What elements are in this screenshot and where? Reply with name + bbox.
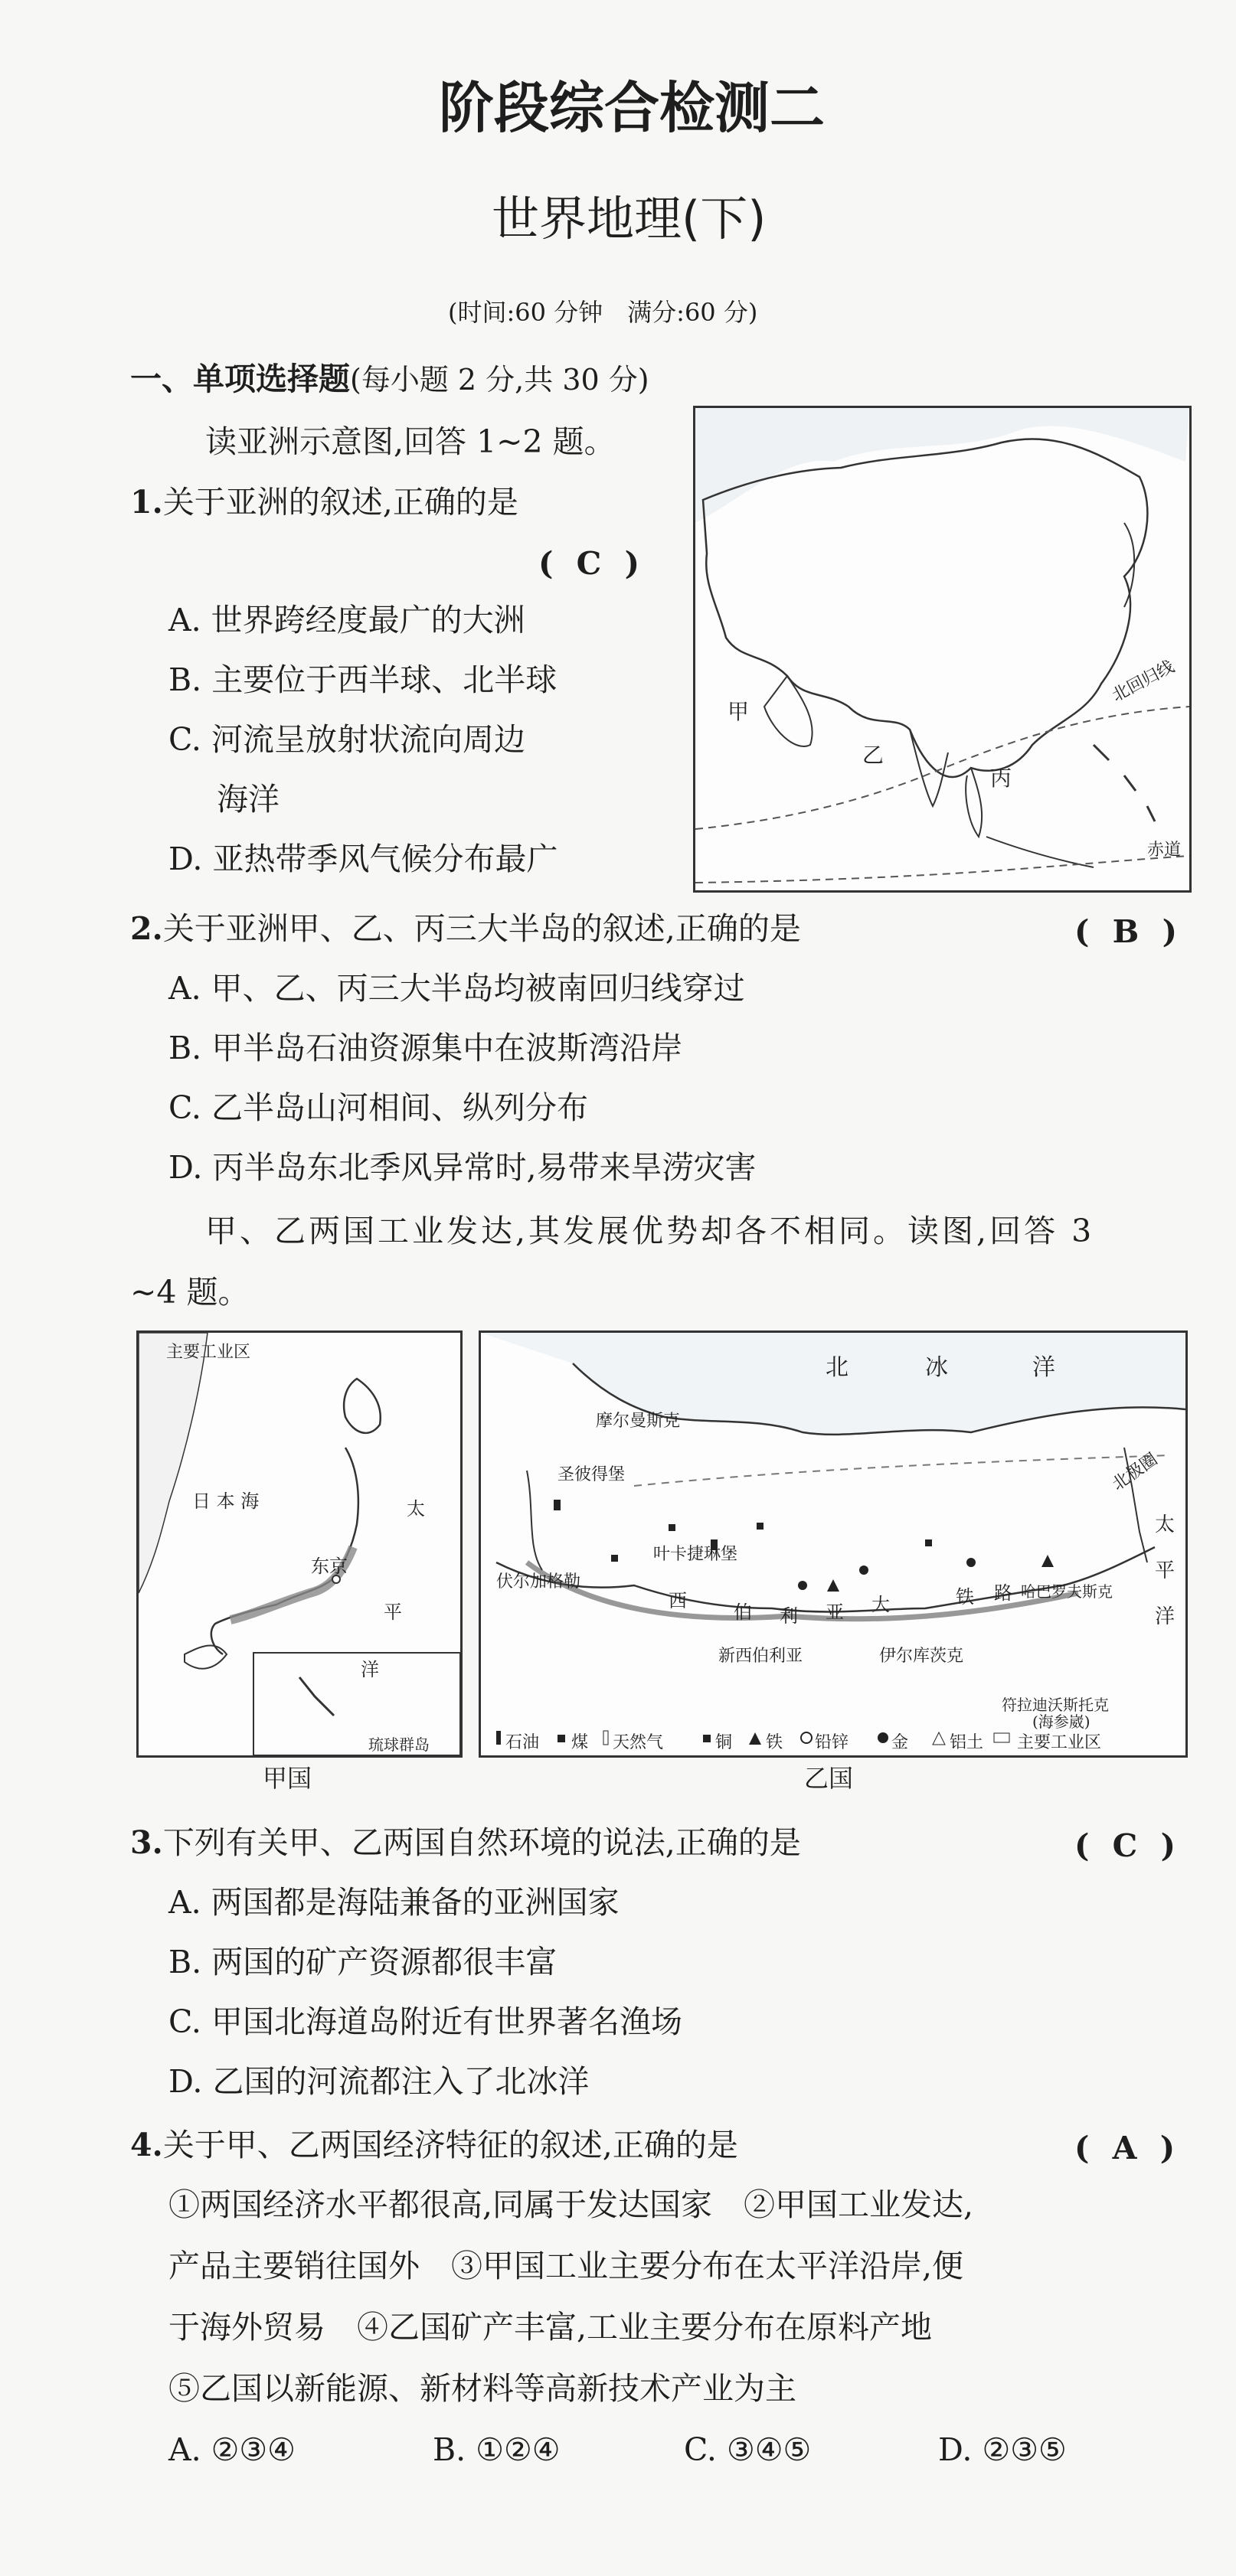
russia-map: [479, 1330, 1188, 1758]
q1-stem: 关于亚洲的叙述,正确的是: [162, 484, 518, 521]
q4-statement-line-1: ①两国经济水平都很高,同属于发达国家 ②甲国工业发达,: [168, 2186, 974, 2223]
legend-iron: 铁: [766, 1733, 783, 1752]
label-pacific-ping: 平: [1155, 1559, 1176, 1582]
q2-option-b: B. 甲半岛石油资源集中在波斯湾沿岸: [168, 1030, 683, 1066]
japan-caption: 甲国: [263, 1764, 312, 1793]
legend-leadzinc: 铅锌: [815, 1733, 849, 1752]
label-arctic-circle: 北极圈: [1108, 1449, 1162, 1495]
q1-option-b: B. 主要位于西半球、北半球: [168, 661, 558, 698]
label-tokyo: 东京: [311, 1556, 348, 1577]
label-bingyang-bing: 冰: [925, 1354, 948, 1381]
russia-caption: 乙国: [804, 1764, 854, 1793]
label-khabarovsk: 哈巴罗夫斯克: [1021, 1582, 1113, 1601]
q1-option-a: A. 世界跨经度最广的大洲: [168, 602, 525, 638]
q4-statement-line-2: 产品主要销往国外 ③甲国工业主要分布在太平洋沿岸,便: [168, 2248, 964, 2284]
legend-oil: 石油: [505, 1733, 540, 1752]
q4-choice-c: C. ③④⑤: [684, 2431, 812, 2468]
label-yekat: 叶卡捷琳堡: [653, 1545, 738, 1564]
label-tai: 太: [407, 1498, 425, 1520]
section-note: (每小题 2 分,共 30 分): [350, 363, 649, 397]
label-ryukyu: 琉球群岛: [368, 1735, 430, 1754]
asia-map: [693, 406, 1192, 893]
label-tropic: 北回归线: [1109, 657, 1178, 706]
question-2: [130, 910, 801, 947]
q2-answer: ( B ): [1074, 913, 1183, 950]
legend-gas: 天然气: [613, 1733, 664, 1752]
legend-bauxite: 铝土: [950, 1733, 984, 1752]
q4-answer: ( A ): [1074, 2130, 1182, 2166]
label-sea-of-japan: 日 本 海: [192, 1490, 260, 1512]
section-heading: [130, 361, 649, 397]
q1-answer: ( C ): [538, 545, 646, 582]
legend-coal: 煤: [571, 1733, 589, 1752]
question-4: [130, 2127, 738, 2163]
label-rail-xi: 西: [669, 1590, 687, 1611]
legend-industrial: 主要工业区: [1017, 1733, 1102, 1752]
q3-number: 3.: [130, 1824, 163, 1861]
q4-choice-a: A. ②③④: [168, 2431, 296, 2468]
q3-option-c: C. 甲国北海道岛附近有世界著名渔场: [168, 2003, 682, 2040]
label-pacific-yang: 洋: [1155, 1605, 1176, 1628]
japan-map: [136, 1330, 463, 1758]
q1-number: 1.: [130, 484, 163, 521]
intro-text-2: 甲、乙两国工业发达,其发展优势却各不相同。读图,回答 3: [205, 1213, 1095, 1249]
q2-option-d: D. 丙半岛东北季风异常时,易带来旱涝灾害: [168, 1149, 757, 1186]
question-3: [130, 1824, 801, 1861]
label-bei: 北: [826, 1354, 849, 1381]
label-pacific-tai: 太: [1155, 1513, 1176, 1536]
q3-option-d: D. 乙国的河流都注入了北冰洋: [168, 2063, 590, 2100]
q3-option-b: B. 两国的矿产资源都很丰富: [168, 1944, 558, 1980]
japan-legend: 主要工业区: [166, 1343, 251, 1362]
q4-statement-line-4: ⑤乙国以新能源、新材料等高新技术产业为主: [168, 2370, 796, 2407]
q1-option-c-cont: 海洋: [217, 781, 280, 818]
label-bing: 丙: [990, 766, 1012, 791]
label-yi: 乙: [862, 743, 884, 768]
page-title: 阶段综合检测二: [439, 76, 826, 140]
question-1: [130, 484, 518, 521]
q4-number: 4.: [130, 2127, 163, 2163]
label-rail-da: 大: [871, 1594, 890, 1615]
label-novosib: 新西伯利亚: [718, 1647, 803, 1666]
q3-stem: 下列有关甲、乙两国自然环境的说法,正确的是: [162, 1824, 801, 1861]
intro-text-1: 读亚洲示意图,回答 1~2 题。: [205, 423, 616, 460]
label-stpete: 圣彼得堡: [558, 1465, 626, 1484]
q4-choice-d: D. ②③⑤: [938, 2431, 1067, 2468]
label-jia: 甲: [728, 699, 750, 724]
q1-option-d: D. 亚热带季风气候分布最广: [168, 841, 558, 877]
label-rail-li: 利: [780, 1605, 798, 1627]
q2-number: 2.: [130, 910, 163, 947]
q2-option-a: A. 甲、乙、丙三大半岛均被南回归线穿过: [168, 970, 745, 1007]
legend-gold: 金: [891, 1733, 909, 1752]
exam-info: (时间:60 分钟 满分:60 分): [448, 298, 758, 327]
page-subtitle: 世界地理(下): [492, 191, 767, 246]
label-volgograd: 伏尔加格勒: [496, 1572, 581, 1592]
legend-copper: 铜: [715, 1733, 733, 1752]
label-rail-lu: 路: [994, 1582, 1012, 1604]
q4-statement-line-3: 于海外贸易 ④乙国矿产丰富,工业主要分布在原料产地: [168, 2309, 933, 2346]
label-haishenwai: (海参崴): [1032, 1712, 1090, 1731]
q1-option-c: C. 河流呈放射状流向周边: [168, 721, 525, 758]
q3-option-a: A. 两国都是海陆兼备的亚洲国家: [168, 1884, 620, 1921]
label-murmansk: 摩尔曼斯克: [596, 1412, 681, 1431]
label-irkutsk: 伊尔库茨克: [879, 1647, 964, 1666]
q2-stem: 关于亚洲甲、乙、丙三大半岛的叙述,正确的是: [162, 910, 801, 947]
label-yang: 洋: [361, 1659, 379, 1680]
q2-option-c: C. 乙半岛山河相间、纵列分布: [168, 1089, 588, 1126]
label-rail-ya: 亚: [826, 1601, 844, 1623]
label-bingyang-yang: 洋: [1032, 1354, 1055, 1381]
label-rail-tie: 铁: [956, 1586, 974, 1608]
section-title: 一、单项选择题: [130, 361, 350, 397]
label-vladivostok: 符拉迪沃斯托克: [1002, 1696, 1109, 1714]
q4-choice-b: B. ①②④: [433, 2431, 561, 2468]
label-rail-bo: 伯: [734, 1601, 752, 1623]
q4-stem: 关于甲、乙两国经济特征的叙述,正确的是: [162, 2127, 738, 2163]
intro-text-2-cont: ~4 题。: [130, 1274, 250, 1311]
label-ping: 平: [384, 1601, 402, 1623]
q3-answer: ( C ): [1074, 1827, 1182, 1864]
label-equator: 赤道: [1147, 841, 1182, 860]
